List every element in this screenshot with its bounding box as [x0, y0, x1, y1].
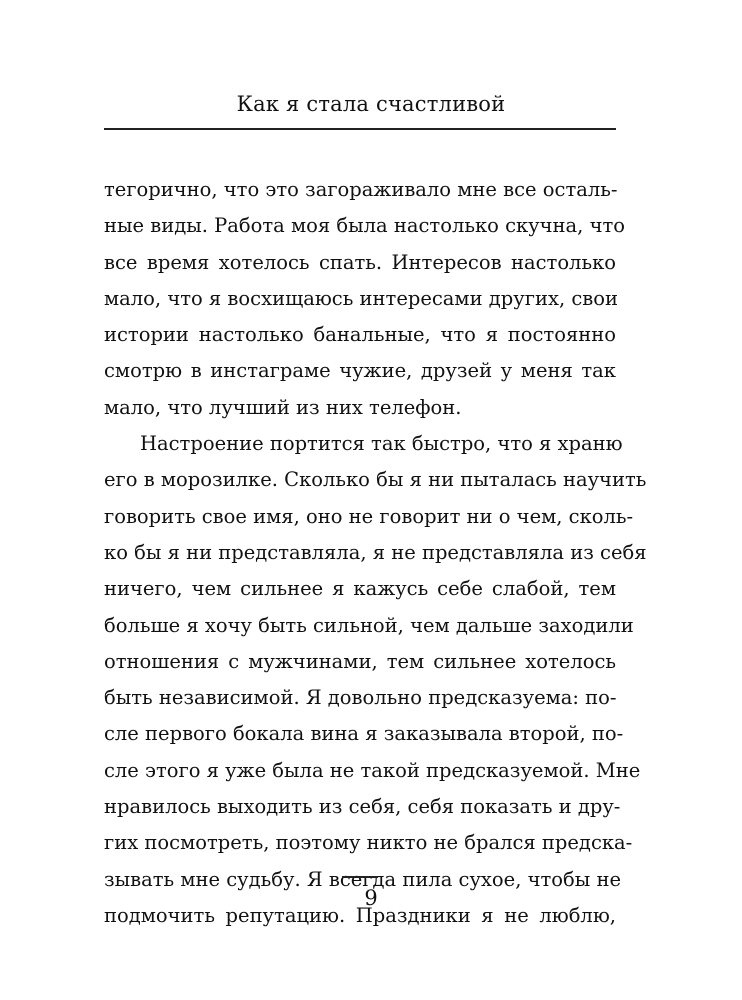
paragraph-2: [104, 426, 647, 934]
text-line: зывать мне судьбу. Я всегда пила сухое, чтобы не: [104, 867, 622, 891]
text-line: истории настолько банальные, что я постоянно: [104, 323, 616, 347]
text-line: Настроение портится так быстро, что я храню: [140, 432, 623, 456]
text-line: больше я хочу быть сильной, чем дальше заходили: [104, 613, 634, 637]
body-text: [104, 172, 647, 934]
paragraph-1: [104, 172, 625, 426]
page-number: 9: [364, 886, 378, 910]
running-head-title: Как я стала счастливой: [236, 92, 506, 116]
text-line: все время хотелось спать. Интересов настолько: [104, 250, 616, 274]
text-line: нравилось выходить из себя, себя показать и дру-: [104, 795, 621, 819]
text-line: мало, что лучший из них телефон.: [104, 395, 462, 419]
text-line: мало, что я восхищаюсь интересами других, свои: [104, 286, 618, 310]
text-line: ные виды. Работа моя была настолько скучна, что: [104, 214, 625, 238]
folio-rule: [342, 876, 378, 878]
text-line: смотрю в инстаграме чужие, друзей у меня так: [104, 359, 616, 383]
text-line: тегорично, что это загораживало мне все осталь-: [104, 178, 618, 201]
text-line: ничего, чем сильнее я кажусь себе слабой, тем: [104, 577, 616, 601]
text-line: говорить свое имя, оно не говорит ни о чем, сколь-: [104, 504, 634, 528]
header-rule: [104, 128, 616, 130]
text-line: подмочить репутацию. Праздники я не люблю,: [104, 903, 616, 927]
text-line: его в морозилке. Сколько бы я ни пыталась научить: [104, 468, 647, 492]
text-line: отношения с мужчинами, тем сильнее хотелось: [104, 649, 616, 673]
text-line: сле этого я уже была не такой предсказуемой. Мне: [104, 758, 641, 782]
text-line: сле первого бокала вина я заказывала второй, по-: [104, 722, 624, 746]
text-line: быть независимой. Я довольно предсказуема: по-: [104, 686, 617, 710]
text-line: ко бы я ни представляла, я не представляла из себя: [104, 540, 647, 564]
text-line: гих посмотреть, поэтому никто не брался предска-: [104, 831, 633, 855]
